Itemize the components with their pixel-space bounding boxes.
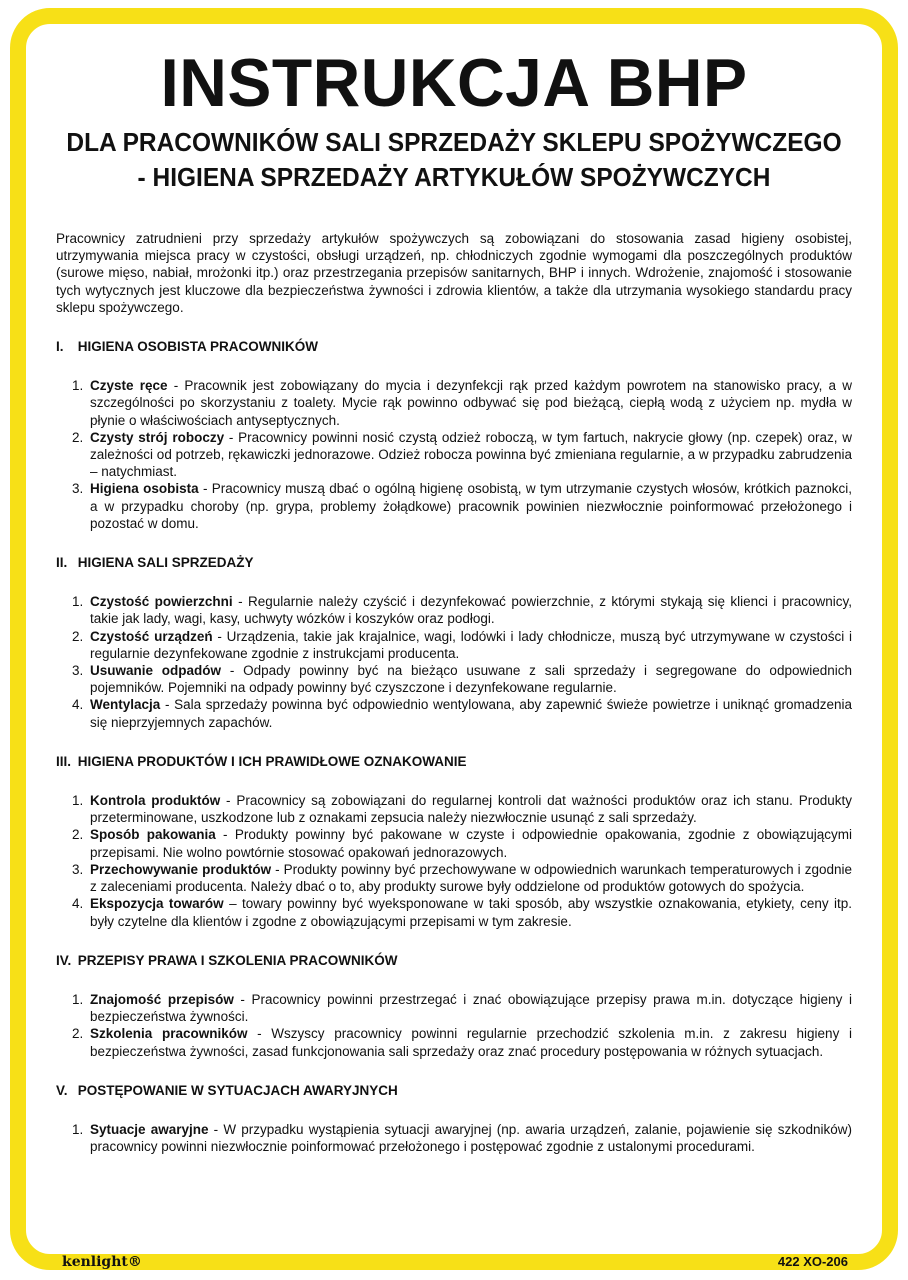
list-item — [72, 1121, 852, 1155]
section-heading — [56, 338, 852, 355]
product-code: 422 XO-206 — [777, 1254, 848, 1269]
item-term: Czystość powierzchni — [90, 594, 233, 610]
section-item-list — [56, 792, 852, 930]
brand-logo: kenlight® — [62, 1254, 142, 1270]
list-item — [72, 593, 852, 627]
item-number: 2. — [72, 429, 84, 445]
item-number: 4. — [72, 697, 84, 713]
list-item — [72, 662, 852, 696]
item-text: - Sala sprzedaży powinna być odpowiednio wentylowana, aby zapewnić świeże powietrze i uniknąć gromadzenia się nieprzyjemnych zapachów. — [90, 697, 852, 730]
list-item — [72, 991, 852, 1025]
subtitle-line-1: DLA PRACOWNIKÓW SALI SPRZEDAŻY SKLEPU SPOŻYWCZEGO — [66, 129, 842, 157]
section-title: HIGIENA SALI SPRZEDAŻY — [77, 555, 254, 571]
intro-paragraph: Pracownicy zatrudnieni przy sprzedaży artykułów spożywczych są zobowiązani do stosowania zasad higieny osobistej, utrzymywania miejsca pracy w czystości, obsługi urządzeń, np. chłodniczych zgodnie wymogami dla poszczególnych produktów (surowe mięso, nabiał, mrożonki itp.) oraz przestrzegania przepisów sanitarnych, BHP i innych. Wdrożenie, znajomość i stosowanie tych wytycznych jest kluczowe dla bezpieczeństwa żywności i zdrowia klientów, a także dla utrzymania wysokiego standardu pracy sklepu spożywczego. — [56, 231, 852, 315]
item-number: 2. — [72, 628, 84, 644]
item-term: Higiena osobista — [90, 481, 199, 497]
list-item — [72, 628, 852, 662]
item-term: Kontrola produktów — [90, 793, 221, 809]
sign-title: INSTRUKCJA BHP — [160, 45, 748, 121]
item-term: Czystość urządzeń — [90, 628, 213, 644]
list-item — [72, 696, 852, 730]
section-heading — [56, 554, 852, 571]
section-item-list — [56, 593, 852, 731]
item-number: 1. — [72, 594, 84, 610]
list-item — [72, 429, 852, 481]
item-number: 1. — [72, 378, 84, 394]
section-number: V. — [56, 1082, 68, 1098]
section-item-list — [56, 991, 852, 1060]
item-text: - Pracownicy muszą dbać o ogólną higienę osobistą, w tym utrzymanie czystych włosów, krótkich paznokci, a w przypadku choroby (np. grypa, problemy żołądkowe) pracownik powinien niezwłocznie poinformować przełożonego i pozostać w domu. — [90, 481, 852, 531]
section-number: IV. — [56, 952, 72, 968]
item-term: Czyste ręce — [90, 378, 168, 394]
item-text: - Produkty powinny być przechowywane w odpowiednich warunkach temperaturowych i zgodnie z zaleceniami producenta. Należy dbać o to, aby produkty surowe były oddzielone od produktów gotowych do spożycia. — [90, 861, 852, 895]
list-item — [72, 861, 852, 895]
item-number: 1. — [72, 793, 84, 809]
list-item — [72, 792, 852, 826]
item-term: Znajomość przepisów — [90, 991, 234, 1007]
item-term: Przechowywanie produktów — [90, 861, 272, 877]
sign-subtitle — [57, 126, 852, 196]
item-number: 1. — [72, 1121, 84, 1137]
item-text: - Produkty powinny być pakowane w czyste i odpowiednie opakowania, zgodnie z obowiązującymi przepisami. Nie wolno powtórnie stosować opakowań jednorazowych. — [90, 827, 852, 860]
item-term: Usuwanie odpadów — [90, 663, 222, 679]
section-heading — [56, 952, 852, 969]
item-number: 2. — [72, 827, 84, 843]
section-title: PRZEPISY PRAWA I SZKOLENIA PRACOWNIKÓW — [77, 952, 398, 968]
item-text: - Regularnie należy czyścić i dezynfekować powierzchnie, z którymi stykają się klienci i pracownicy, takie jak lady, wagi, kasy, uchwyty wózków i koszyków oraz podłogi. — [90, 594, 852, 627]
item-text: - Odpady powinny być na bieżąco usuwane z sali sprzedaży i segregowane do odpowiednich pojemników. Pojemniki na odpady powinny być czyszczone i dezynfekowane regularnie. — [90, 663, 852, 696]
item-term: Sposób pakowania — [90, 827, 216, 843]
section-item-list — [56, 1121, 852, 1155]
item-term: Ekspozycja towarów — [90, 896, 224, 912]
item-text: - Urządzenia, takie jak krajalnice, wagi, lodówki i lady chłodnicze, muszą być utrzymywane w czystości i regularnie dezynfekowane zgodnie z instrukcjami producenta. — [90, 628, 852, 661]
item-text: - Pracownicy powinni nosić czystą odzież roboczą, w tym fartuch, nakrycie głowy (np. czepek) oraz, w zależności od potrzeb, rękawiczki jednorazowe. Odzież robocza powinna być zmieniana regularnie, a w przypadku zabrudzenia – natychmiast. — [90, 429, 852, 480]
section-item-list — [56, 377, 852, 532]
instruction-body — [56, 230, 852, 1155]
item-text: - Wszyscy pracownicy powinni regularnie przechodzić szkolenia m.in. z zakresu higieny i bezpieczeństwa żywności, zasad funkcjonowania sali sprzedaży oraz znać procedury postępowania w różnych sytuacjach. — [90, 1026, 852, 1059]
list-item — [72, 480, 852, 532]
section-number: III. — [56, 753, 72, 769]
item-term: Szkolenia pracowników — [90, 1026, 248, 1042]
list-item — [72, 377, 852, 429]
section-number: II. — [56, 555, 68, 571]
list-item — [72, 1025, 852, 1059]
section-heading — [56, 1082, 852, 1099]
list-item — [72, 826, 852, 860]
sections-container — [56, 338, 852, 1155]
subtitle-line-2: - HIGIENA SPRZEDAŻY ARTYKUŁÓW SPOŻYWCZYCH — [137, 164, 771, 192]
section-heading — [56, 753, 852, 770]
item-number: 1. — [72, 991, 84, 1007]
section-title: HIGIENA OSOBISTA PRACOWNIKÓW — [77, 339, 319, 355]
item-number: 3. — [72, 861, 84, 877]
item-term: Czysty strój roboczy — [90, 429, 225, 445]
item-number: 3. — [72, 663, 84, 679]
item-text: - Pracownicy powinni przestrzegać i znać obowiązujące przepisy prawa m.in. dotyczące higieny i bezpieczeństwa żywności. — [90, 991, 852, 1025]
item-number: 2. — [72, 1026, 84, 1042]
item-number: 4. — [72, 896, 84, 912]
item-number: 3. — [72, 481, 84, 497]
item-term: Wentylacja — [90, 697, 161, 713]
item-text: - Pracownicy są zobowiązani do regularnej kontroli dat ważności produktów oraz ich stanu. Produkty przeterminowane, uszkodzone lub z oznakami zepsucia należy niezwłocznie usunąć z sali sprzedaży. — [90, 793, 852, 826]
section-title: HIGIENA PRODUKTÓW I ICH PRAWIDŁOWE OZNAKOWANIE — [77, 753, 467, 769]
item-term: Sytuacje awaryjne — [90, 1121, 209, 1137]
item-text: - Pracownik jest zobowiązany do mycia i dezynfekcji rąk przed każdym powrotem na stanowisko pracy, a w szczególności po skorzystaniu z toalety. Mycie rąk powinno odbywać się pod bieżącą, ciepłą wodą z użyciem np. mydła w płynie o właściwościach antyseptycznych. — [90, 378, 852, 428]
section-title: POSTĘPOWANIE W SYTUACJACH AWARYJNYCH — [77, 1082, 398, 1098]
list-item — [72, 895, 852, 929]
section-number: I. — [56, 339, 64, 355]
item-text: - W przypadku wystąpienia sytuacji awaryjnej (np. awaria urządzeń, zalanie, pojawienie się szkodników) pracownicy powinni niezwłocznie poinformować przełożonego i postępować zgodnie z ustalonymi procedurami. — [90, 1121, 852, 1155]
item-text: – towary powinny być wyeksponowane w taki sposób, aby wszystkie oznakowania, etykiety, ceny itp. były czytelne dla klientów i zgodne z obowiązującymi przepisami w tym zakresie. — [90, 896, 852, 929]
